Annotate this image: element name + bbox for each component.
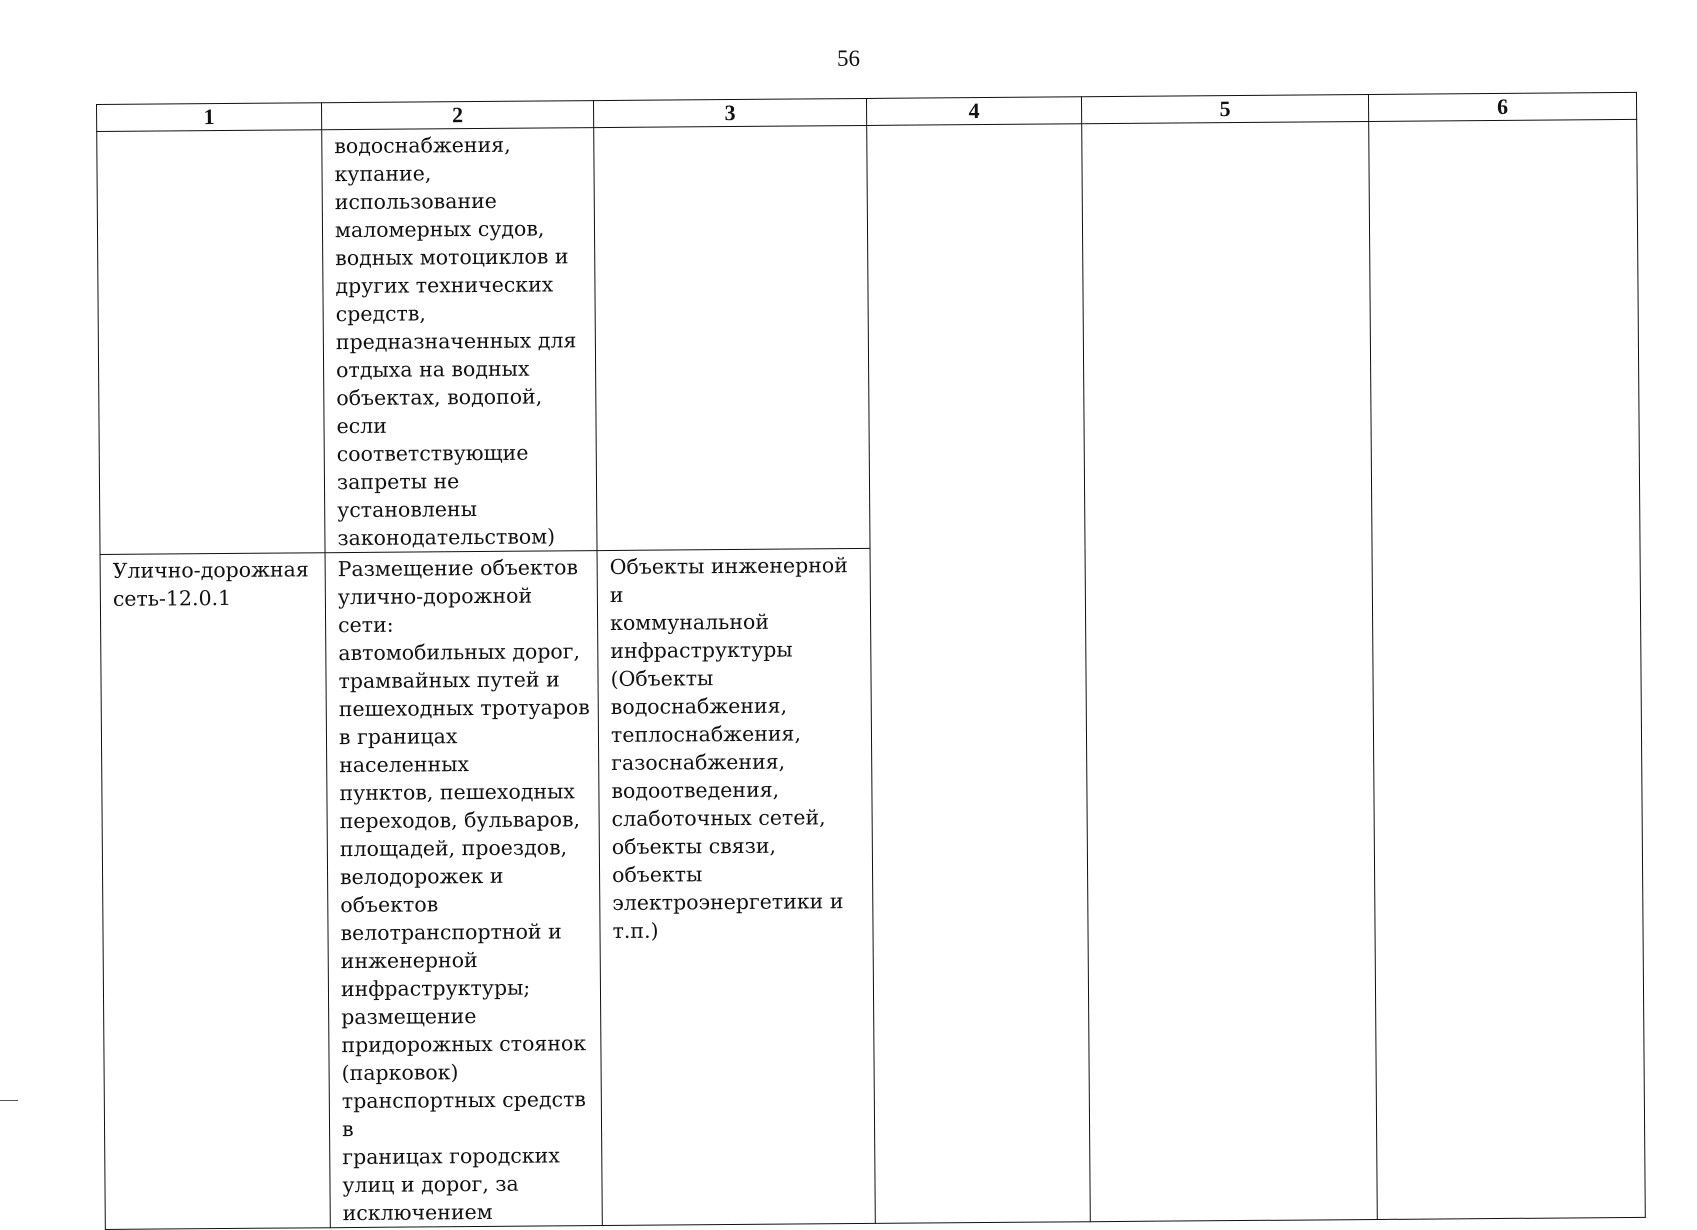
page-number: 56	[837, 46, 860, 71]
column-header-2: 2	[321, 101, 593, 130]
column-header-5: 5	[1081, 95, 1368, 124]
table-cell	[594, 125, 870, 550]
cell-text	[1082, 122, 1368, 126]
land-use-type: Улично-дорожная сеть-12.0.1	[112, 557, 309, 611]
cell-text	[97, 130, 321, 134]
table-cell	[97, 130, 325, 555]
table-row	[97, 119, 1640, 554]
cell-text	[594, 126, 866, 130]
table-cell	[867, 124, 1091, 1224]
table-cell	[322, 128, 597, 553]
margin-mark	[0, 1100, 18, 1101]
table-cell	[325, 551, 602, 1228]
column-header-6: 6	[1368, 92, 1636, 121]
column-header-3: 3	[593, 98, 866, 127]
auxiliary-use-description: Объекты инженерной и коммунальной инфраструктуры (Объекты водоснабжения, теплоснабжения, газоснабжения, водоотведения, слаботочных сетей, объекты связи, объекты электроэнергетики и т.п.)	[609, 553, 848, 943]
cell-text	[1369, 120, 1636, 124]
table-cell	[1082, 122, 1378, 1222]
table-cell	[597, 548, 875, 1225]
cell-text	[867, 124, 1081, 128]
regulation-table	[96, 92, 1646, 1230]
column-header-1: 1	[97, 103, 322, 132]
land-use-description: Размещение объектов улично-дорожной сети: автомобильных дорог, трамвайных путей и пешеходных тротуаров в границах населенных пунктов, пешеходных переходов, бульваров, площадей, проездов, велодорожек и объектов велотранспортной и инженерной инфраструктуры; размещение придорожных стоянок (парковок) транспортных средств в границах городских улиц и дорог, за исключением	[337, 555, 590, 1226]
column-header-4: 4	[866, 97, 1081, 126]
table-cell	[100, 553, 330, 1230]
cell-text: водоснабжения, купание, использование маломерных судов, водных мотоциклов и других технических средств, предназначенных для отдыха на водных объектах, водопой, если соответствующие запреты не установлены законодательством)	[334, 132, 577, 551]
table-cell	[1369, 119, 1646, 1219]
